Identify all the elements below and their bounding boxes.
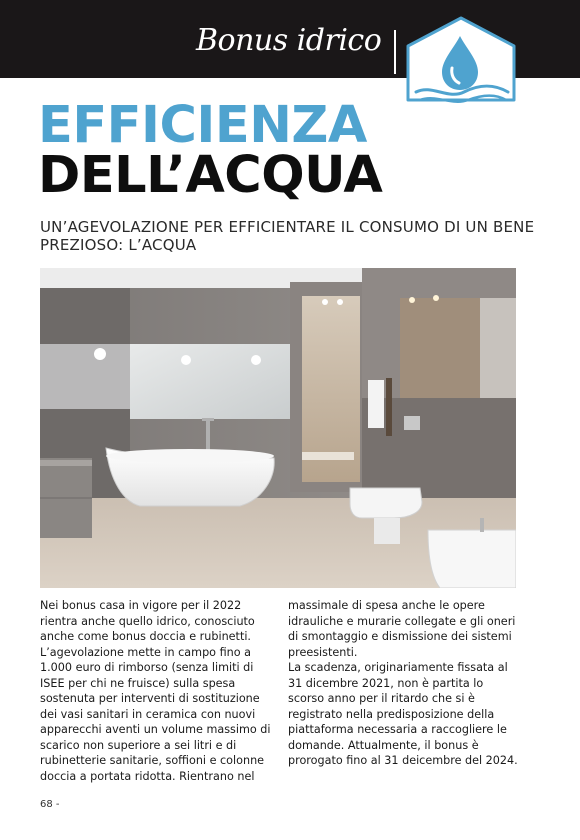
header-divider — [394, 30, 396, 74]
article-paragraph: La scadenza, originariamente fissata al 31 dicembre 2021, non è partita lo scorso anno per il ritardo che si è registrato nella predisposizione della piattaforma necessaria a raccogliere le domande. Attualmente, il bonus è prorogato fino al 31 deicembre del 2024. — [288, 661, 518, 767]
house-water-drop-icon — [402, 14, 520, 110]
bathroom-photo — [40, 268, 516, 588]
article-subtitle: UN’AGEVOLAZIONE PER EFFICIENTARE IL CONSUMO DI UN BENE PREZIOSO: L’ACQUA — [40, 218, 535, 254]
article-paragraph: massimale di spesa anche le opere idrauliche e murarie collegate e gli oneri di smontaggio e dismissione dei sistemi preesistenti. — [288, 599, 516, 659]
article-title-line2: DELL’ACQUA — [38, 146, 383, 205]
article-body-right-column — [288, 598, 520, 769]
article-body-left-column — [40, 598, 272, 784]
page-number: 68 - — [40, 799, 60, 810]
section-title: Bonus idrico — [196, 23, 382, 58]
article-paragraph: Nei bonus casa in vigore per il 2022 rientra anche quello idrico, conosciuto anche come bonus doccia e rubinetti. L’agevolazione mette in campo fino a 1.000 euro di rimborso (senza limiti di ISEE per chi ne fruisce) sulla spesa sostenuta per interventi di sostituzione dei vasi sanitari in ceramica con nuovi apparecchi aventi un volume massimo di scarico non superiore a sei litri e di rubinetterie sanitarie, soffioni e colonne doccia a portata ridotta. Rientrano nel — [40, 599, 271, 783]
article-title-line1: EFFICIENZA — [38, 96, 367, 155]
